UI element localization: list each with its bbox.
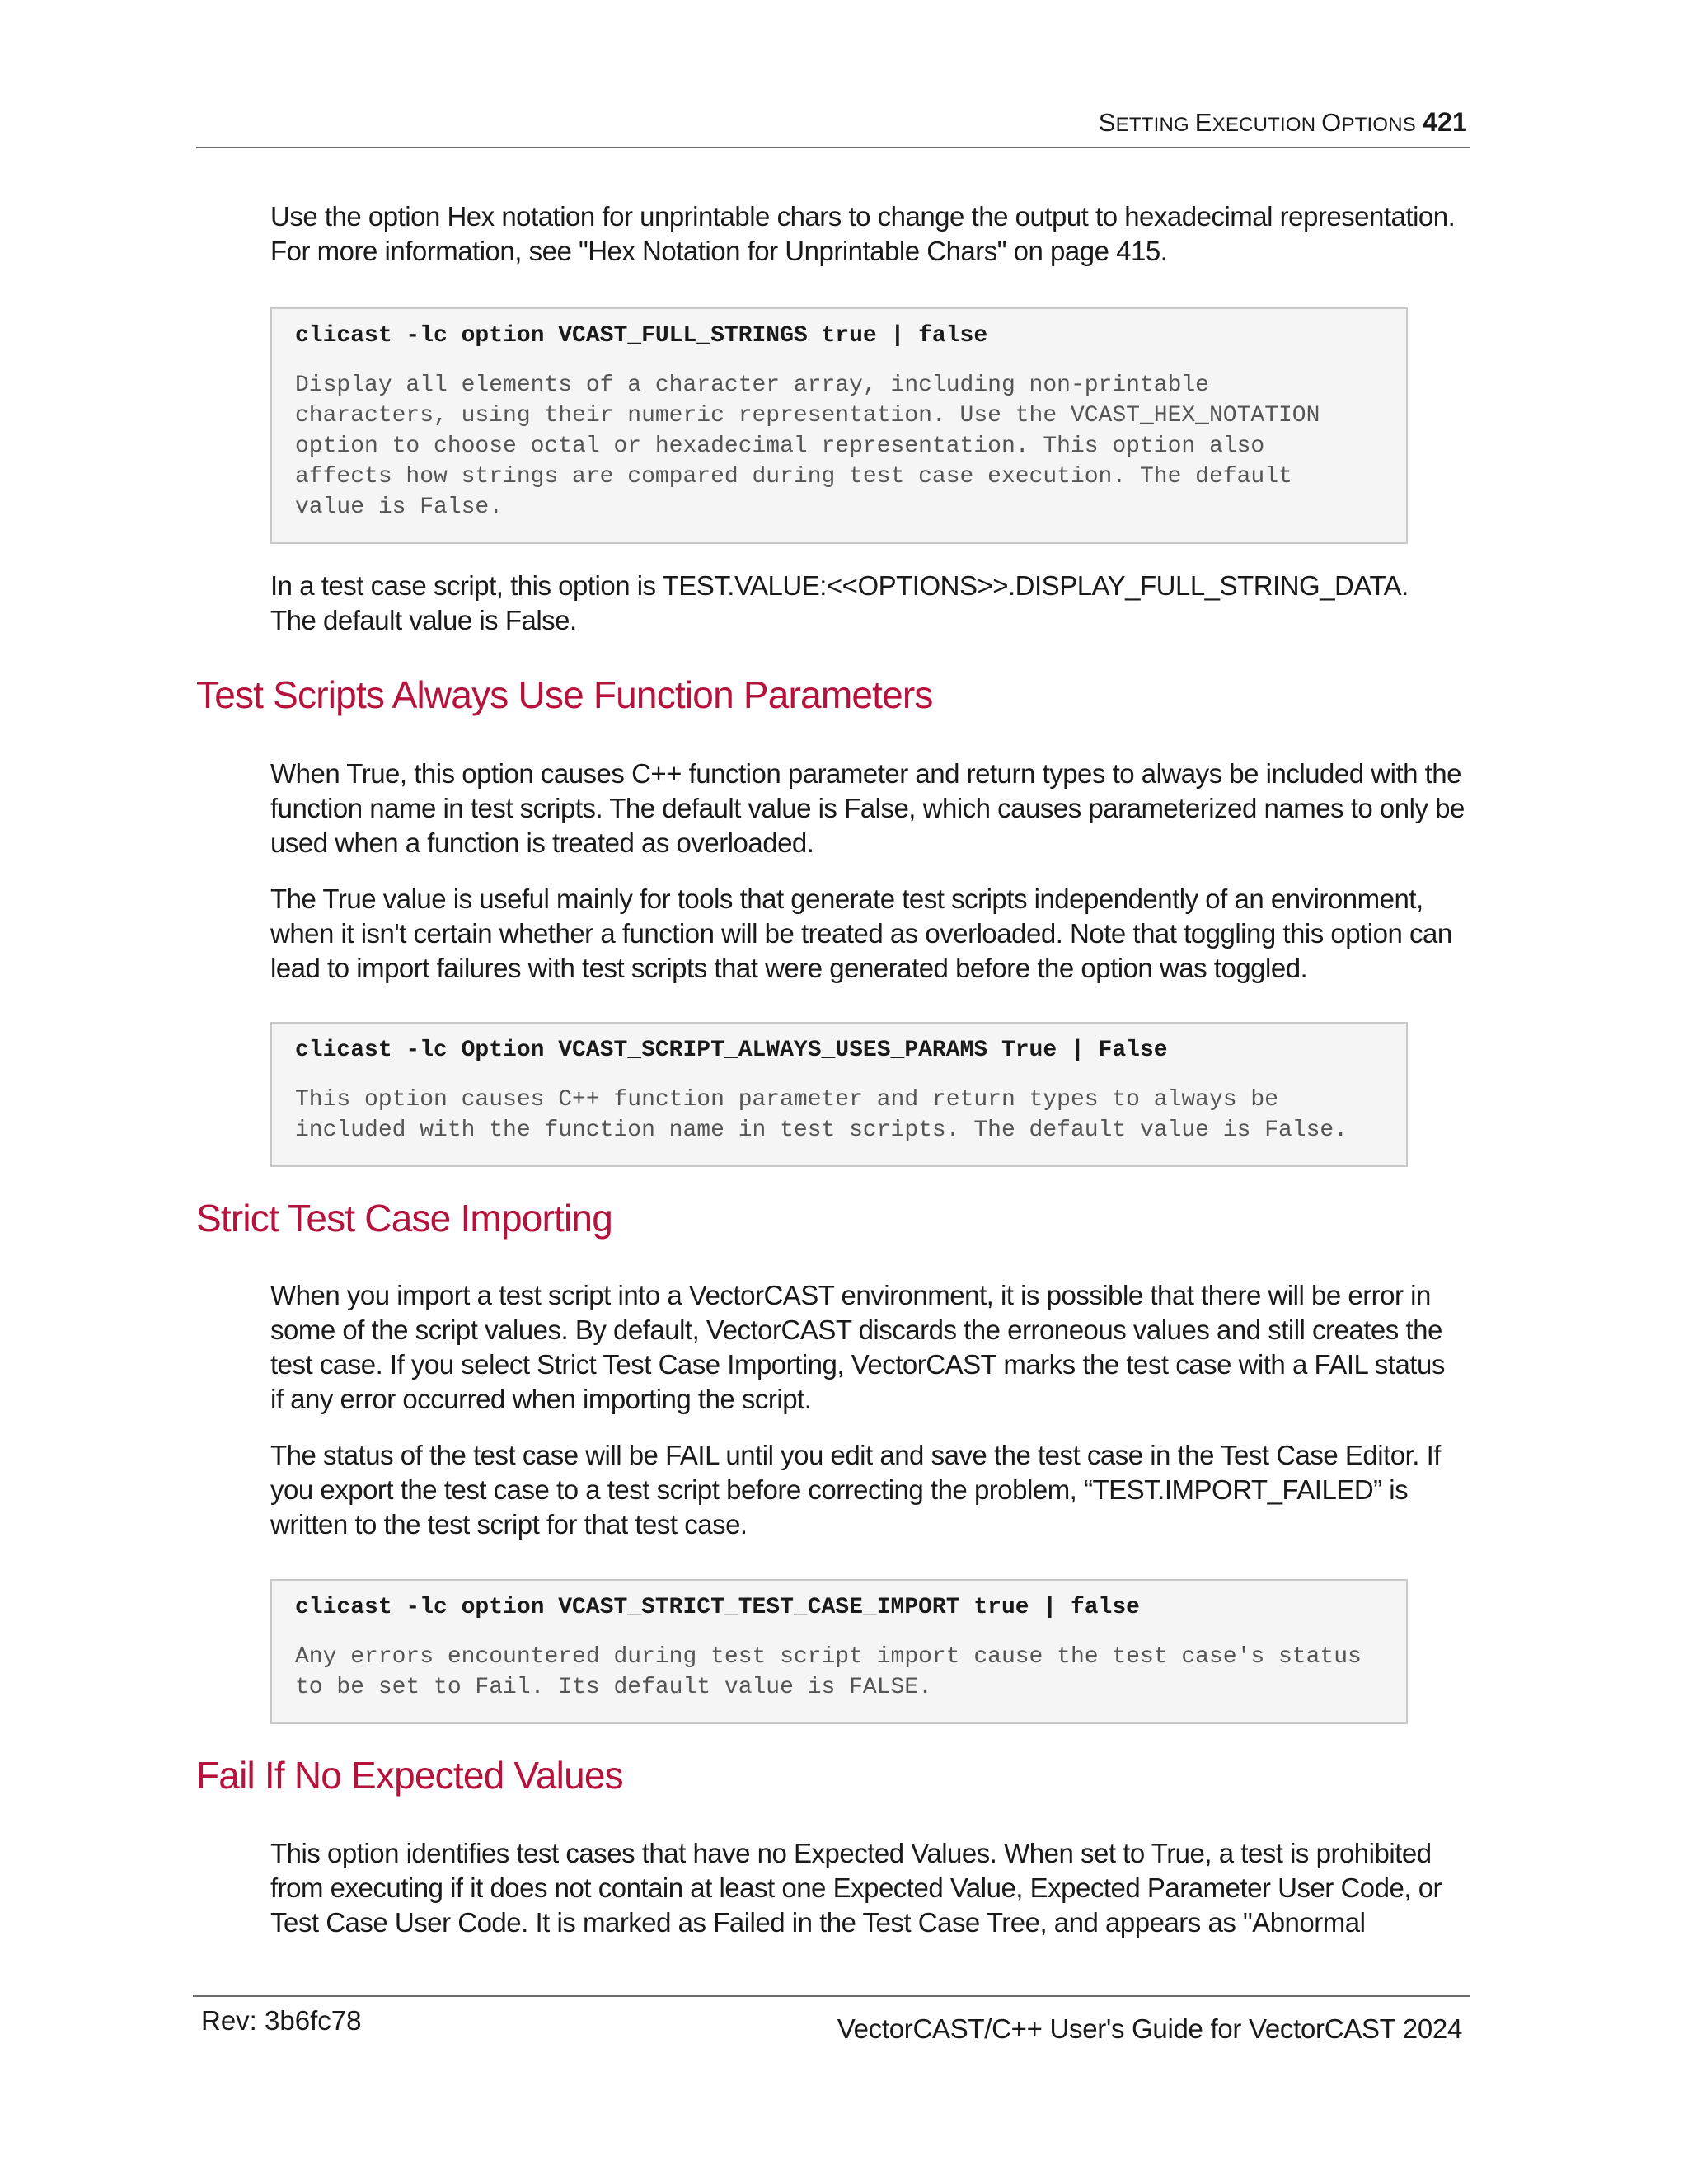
text-line: The status of the test case will be FAIL until you edit and save the test case in the Test Case Editor. If bbox=[270, 1440, 1441, 1470]
header-title-part: ETTING bbox=[1115, 114, 1195, 136]
text-line: from executing if it does not contain at least one Expected Value, Expected Parameter User Code, or bbox=[270, 1872, 1442, 1903]
page-footer bbox=[193, 1995, 1470, 2063]
code-command: clicast -lc option VCAST_STRICT_TEST_CASE_IMPORT true | false bbox=[295, 1595, 1140, 1620]
header-title-part: E bbox=[1194, 108, 1212, 137]
footer-revision: Rev: 3b6fc78 bbox=[201, 2005, 362, 2036]
header-title-part: PTIONS bbox=[1341, 114, 1416, 136]
header-title-part: S bbox=[1098, 108, 1116, 137]
fail-no-expected-paragraph-1 bbox=[270, 1836, 1482, 1940]
code-command: clicast -lc option VCAST_FULL_STRINGS true | false bbox=[295, 323, 988, 349]
footer-guide-title: VectorCAST/C++ User's Guide for VectorCAST 2024 bbox=[837, 2013, 1462, 2044]
section-heading-strict-import: Strict Test Case Importing bbox=[196, 1197, 612, 1240]
text-line: The True value is useful mainly for tools that generate test scripts independently of an environment, bbox=[270, 883, 1423, 914]
text-line: When True, this option causes C++ function parameter and return types to always be included with the bbox=[270, 758, 1462, 789]
text-line: Test Case User Code. It is marked as Failed in the Test Case Tree, and appears as "Abnormal bbox=[270, 1907, 1366, 1938]
strict-import-paragraph-2 bbox=[270, 1438, 1482, 1542]
strict-import-paragraph-1 bbox=[270, 1278, 1482, 1417]
code-command: clicast -lc Option VCAST_SCRIPT_ALWAYS_USES_PARAMS True | False bbox=[295, 1038, 1168, 1063]
text-line: written to the test script for that test case. bbox=[270, 1509, 748, 1540]
code-description: This option causes C++ function parameter and return types to always be included with the function name in test scripts. The default value is False. bbox=[295, 1087, 1348, 1143]
header-title-part: XECUTION bbox=[1212, 114, 1322, 136]
code-block-script-params bbox=[270, 1022, 1408, 1167]
text-line: you export the test case to a test script before correcting the problem, “TEST.IMPORT_FAILED” is bbox=[270, 1474, 1409, 1505]
text-line: In a test case script, this option is TEST.VALUE:<<OPTIONS>>.DISPLAY_FULL_STRING_DATA. bbox=[270, 570, 1409, 601]
text-line: test case. If you select Strict Test Case Importing, VectorCAST marks the test case with a FAIL status bbox=[270, 1349, 1445, 1380]
intro-paragraph-1 bbox=[270, 199, 1482, 269]
section-heading-script-params: Test Scripts Always Use Function Parameters bbox=[196, 673, 933, 716]
section-heading-fail-no-expected: Fail If No Expected Values bbox=[196, 1754, 623, 1797]
code-block-strict-import bbox=[270, 1579, 1408, 1724]
text-line: function name in test scripts. The default value is False, which causes parameterized names to only be bbox=[270, 793, 1465, 823]
code-description: Display all elements of a character array, including non-printable characters, using their numeric representation. Use the VCAST_HEX_NOTATION option to choose octal or hexadecimal representation. This option also affects how strings are compared during test case execution. The default value is False. bbox=[295, 373, 1320, 520]
script-params-paragraph-1 bbox=[270, 757, 1482, 860]
text-line: When you import a test script into a VectorCAST environment, it is possible that there will be error in bbox=[270, 1280, 1431, 1310]
text-line: used when a function is treated as overloaded. bbox=[270, 827, 814, 858]
header-title-part: O bbox=[1321, 108, 1342, 137]
text-line: some of the script values. By default, VectorCAST discards the erroneous values and still creates the bbox=[270, 1315, 1442, 1345]
code-description: Any errors encountered during test script import cause the test case's status to be set to Fail. Its default value is FALSE. bbox=[295, 1644, 1362, 1700]
text-line: Use the option Hex notation for unprintable chars to change the output to hexadecimal representation. bbox=[270, 201, 1456, 232]
script-params-paragraph-2 bbox=[270, 882, 1482, 986]
text-line: lead to import failures with test scripts that were generated before the option was toggled. bbox=[270, 953, 1308, 983]
running-header-title bbox=[1099, 107, 1467, 138]
code-block-full-strings bbox=[270, 307, 1408, 544]
intro-paragraph-2 bbox=[270, 569, 1482, 638]
page-number: 421 bbox=[1423, 107, 1467, 137]
text-line: The default value is False. bbox=[270, 605, 577, 635]
text-line: when it isn't certain whether a function will be treated as overloaded. Note that toggling this option can bbox=[270, 918, 1452, 949]
text-line: if any error occurred when importing the script. bbox=[270, 1384, 812, 1414]
text-line: For more information, see "Hex Notation for Unprintable Chars" on page 415. bbox=[270, 236, 1168, 266]
text-line: This option identifies test cases that have no Expected Values. When set to True, a test is prohibited bbox=[270, 1838, 1432, 1868]
page-header bbox=[196, 105, 1470, 148]
